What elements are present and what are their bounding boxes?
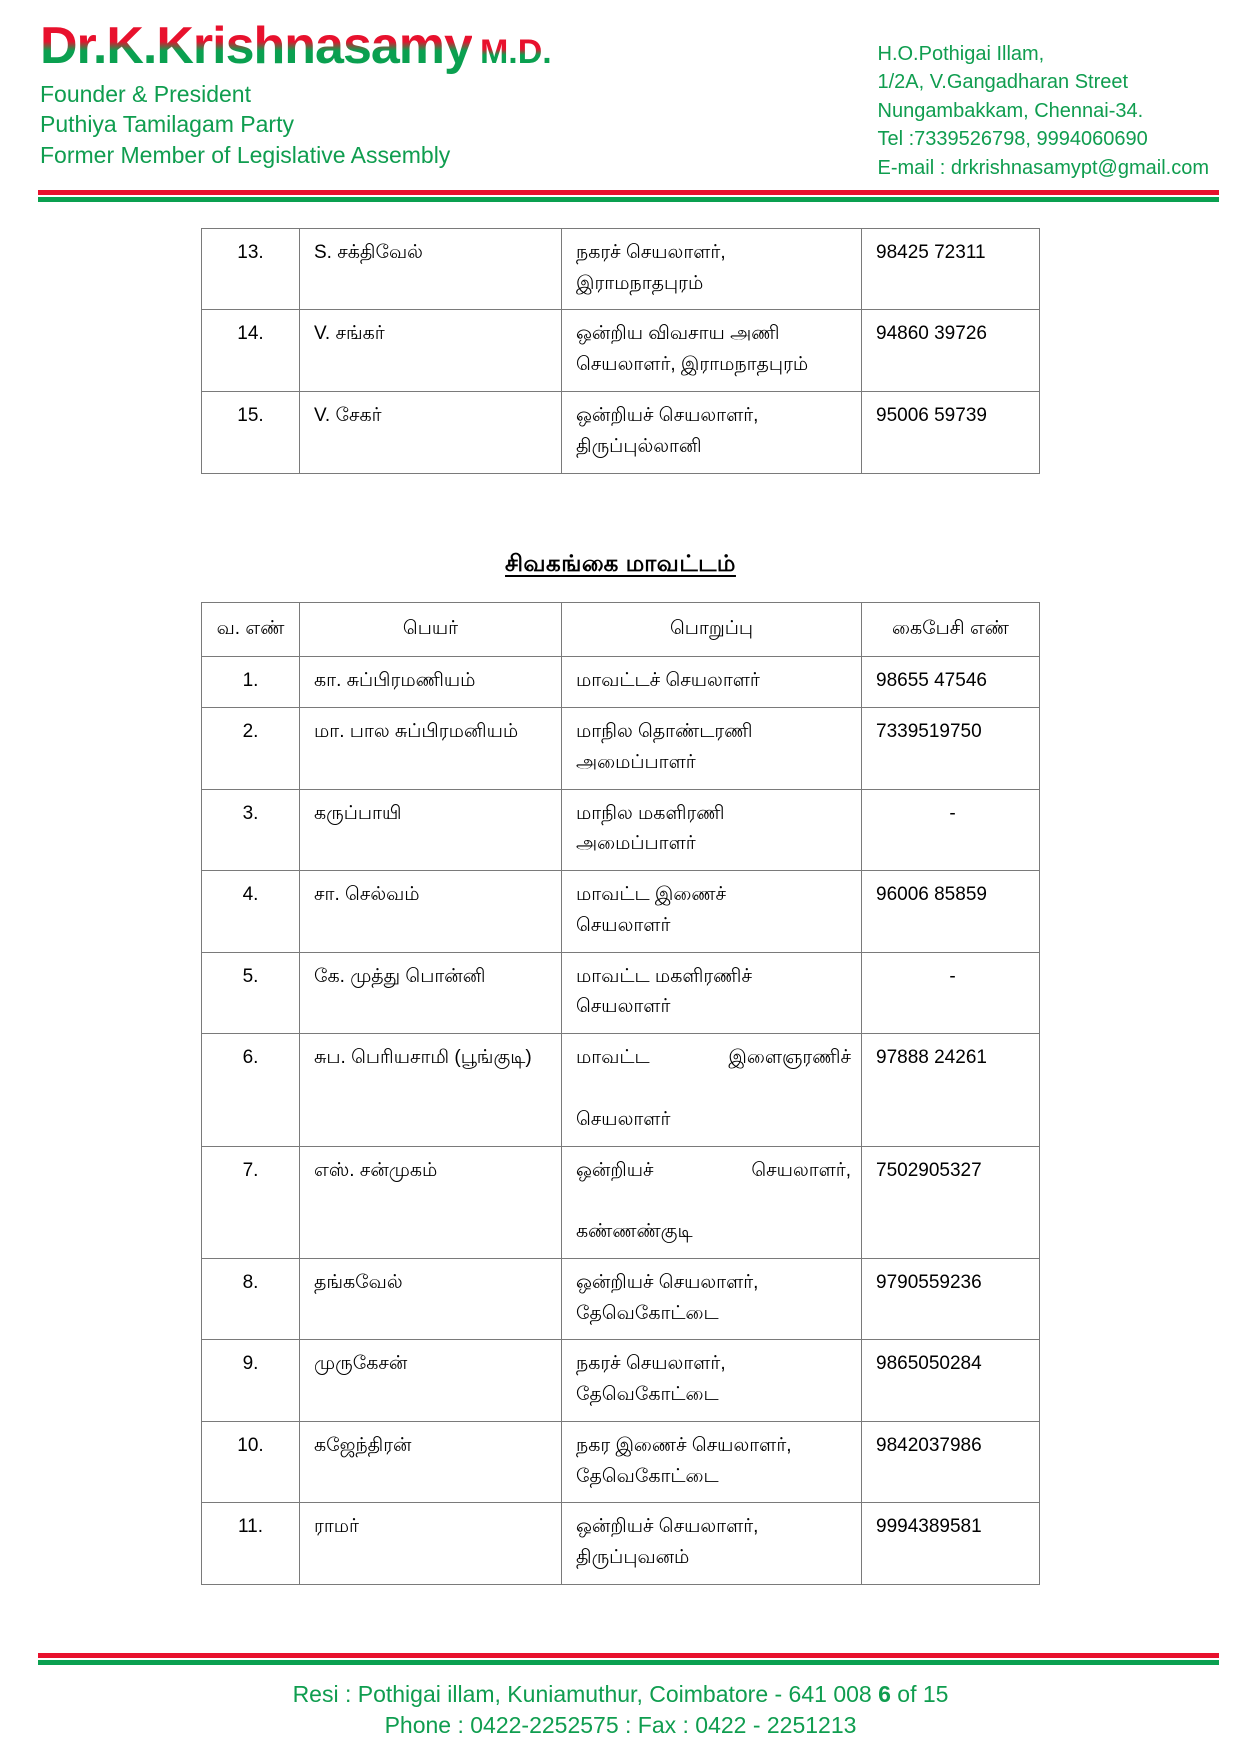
row-role-line-2: அமைப்பாளர் (576, 833, 696, 855)
table-row (202, 1146, 1040, 1258)
doctor-degree-text: M.D. (479, 33, 552, 71)
table-row (202, 1340, 1040, 1422)
continued-officers-table (201, 228, 1040, 474)
row-person-name: கே. முத்து பொன்னி (300, 952, 562, 1034)
row-person-name: சுப. பெரியசாமி (பூங்குடி) (300, 1034, 562, 1146)
header-rule-green (38, 197, 1219, 202)
doctor-name-heading (40, 17, 552, 75)
row-role (562, 657, 862, 708)
footer-text (0, 1665, 1241, 1741)
header-rule-red (38, 190, 1219, 195)
row-person-name: V. சங்கர் (300, 310, 562, 392)
role-line-2: Puthiya Tamilagam Party (40, 111, 294, 138)
row-role-line-1: மாநில தொண்டரணி (576, 721, 753, 743)
row-serial-number: 11. (202, 1503, 300, 1585)
row-role (562, 1034, 862, 1146)
row-phone-number: 94860 39726 (862, 310, 1040, 392)
address-line-3: Nungambakkam, Chennai-34. (877, 99, 1144, 122)
table-row (202, 657, 1040, 708)
role-line-3: Former Member of Legislative Assembly (40, 141, 451, 168)
row-role (562, 310, 862, 392)
footer-phone-line: Phone : 0422-2252575 : Fax : 0422 - 2251213 (384, 1712, 857, 1739)
row-person-name: மா. பால சுப்பிரமனியம் (300, 708, 562, 790)
row-role-line-1: மாவட்ட இணைச் (576, 884, 727, 906)
row-role-line-1: நகரச் செயலாளர், (576, 241, 726, 263)
address-line-2: 1/2A, V.Gangadharan Street (877, 71, 1129, 94)
row-serial-number: 8. (202, 1258, 300, 1340)
page-footer (0, 1653, 1241, 1755)
row-role (562, 392, 862, 474)
role-line-1: Founder & President (40, 81, 251, 108)
footer-rule-red (38, 1653, 1219, 1658)
row-role-line-2: இராமநாதபுரம் (576, 272, 704, 294)
row-role-line-1: நகரச் செயலாளர், (576, 1353, 726, 1375)
document-body (0, 228, 1241, 1585)
district-officers-table (201, 602, 1040, 1585)
row-role (562, 871, 862, 953)
row-person-name: தங்கவேல் (300, 1258, 562, 1340)
row-phone-number: 98655 47546 (862, 657, 1040, 708)
row-role-line-2: அமைப்பாளர் (576, 751, 696, 773)
page-number-current: 6 (878, 1681, 891, 1708)
footer-residence-text: Resi : Pothigai illam, Kuniamuthur, Coimbatore - 641 008 (292, 1681, 879, 1708)
row-role-line-1: மாநில மகளிரணி (576, 802, 725, 824)
row-person-name: சா. செல்வம் (300, 871, 562, 953)
row-role-line-2: திருப்புவனம் (576, 1547, 690, 1569)
row-role (562, 1503, 862, 1585)
row-serial-number: 5. (202, 952, 300, 1034)
district-table-head (202, 602, 1040, 657)
row-person-name: முருகேசன் (300, 1340, 562, 1422)
continued-table-body (202, 228, 1040, 473)
row-role-line-2: செயலாளர், இராமநாதபுரம் (576, 354, 809, 376)
row-phone-number: 97888 24261 (862, 1034, 1040, 1146)
table-row (202, 310, 1040, 392)
row-phone-number: 9865050284 (862, 1340, 1040, 1422)
row-role (562, 228, 862, 310)
row-role-line-2: செயலாளர் (576, 914, 671, 936)
table-row (202, 392, 1040, 474)
address-line-1: H.O.Pothigai Illam, (877, 43, 1045, 65)
table-row (202, 789, 1040, 871)
footer-divider (0, 1653, 1241, 1665)
continued-table-wrap (0, 228, 1241, 474)
row-phone-number: 9994389581 (862, 1503, 1040, 1585)
row-role (562, 952, 862, 1034)
row-person-name: கா. சுப்பிரமணியம் (300, 657, 562, 708)
row-role-line-2: கண்ணண்குடி (576, 1221, 693, 1243)
row-phone-number: 95006 59739 (862, 392, 1040, 474)
row-serial-number: 14. (202, 310, 300, 392)
letterhead-left (40, 18, 552, 170)
row-person-name: கருப்பாயி (300, 789, 562, 871)
row-role (562, 708, 862, 790)
column-header-serial: வ. எண் (202, 602, 300, 657)
email-line: E-mail : drkrishnasamypt@gmail.com (877, 156, 1209, 179)
row-role-line-1: நகர இணைச் செயலாளர், (576, 1434, 792, 1456)
row-role-line-1: மாவட்ட இளைஞரணிச் (576, 1047, 851, 1069)
row-phone-number: - (862, 789, 1040, 871)
row-role-line-2: செயலாளர் (576, 996, 671, 1018)
row-phone-number: 98425 72311 (862, 228, 1040, 310)
page-number-total: of 15 (890, 1681, 949, 1708)
row-serial-number: 13. (202, 228, 300, 310)
row-serial-number: 4. (202, 871, 300, 953)
row-serial-number: 10. (202, 1421, 300, 1503)
row-serial-number: 15. (202, 392, 300, 474)
row-person-name: கஜேந்திரன் (300, 1421, 562, 1503)
table-row (202, 952, 1040, 1034)
row-serial-number: 7. (202, 1146, 300, 1258)
row-role (562, 789, 862, 871)
row-serial-number: 3. (202, 789, 300, 871)
row-serial-number: 9. (202, 1340, 300, 1422)
row-role-line-1: ஒன்றியச் செயலாளர், (576, 1271, 759, 1293)
table-row (202, 1421, 1040, 1503)
district-table-body (202, 657, 1040, 1585)
row-person-name: ராமர் (300, 1503, 562, 1585)
row-phone-number: 7339519750 (862, 708, 1040, 790)
row-role-line-1: ஒன்றியச் செயலாளர், (576, 1516, 759, 1538)
row-person-name: எஸ். சன்முகம் (300, 1146, 562, 1258)
district-heading: சிவகங்கை மாவட்டம் (505, 549, 736, 576)
row-role-line-1: ஒன்றியச் செயலாளர், (576, 1159, 851, 1181)
row-person-name: S. சக்திவேல் (300, 228, 562, 310)
row-phone-number: 7502905327 (862, 1146, 1040, 1258)
row-role-line-2: தேவெகோட்டை (576, 1384, 719, 1406)
row-role-line-2: தேவெகோட்டை (576, 1465, 719, 1487)
row-serial-number: 1. (202, 657, 300, 708)
row-phone-number: - (862, 952, 1040, 1034)
table-row (202, 708, 1040, 790)
column-header-name: பெயர் (300, 602, 562, 657)
row-phone-number: 9842037986 (862, 1421, 1040, 1503)
row-role-line-2: தேவெகோட்டை (576, 1302, 719, 1324)
table-row (202, 1258, 1040, 1340)
row-role-line-1: மாவட்ட மகளிரணிச் (576, 965, 752, 987)
header-divider (0, 190, 1241, 202)
row-role-line-1: ஒன்றியச் செயலாளர், (576, 405, 759, 427)
footer-address-line (0, 1679, 1241, 1710)
row-role-line-2: திருப்புல்லானி (576, 435, 702, 457)
row-role (562, 1421, 862, 1503)
table-row (202, 871, 1040, 953)
table-header-row (202, 602, 1040, 657)
doctor-name-text: Dr.K.Krishnasamy (40, 17, 472, 75)
telephone-line: Tel :7339526798, 9994060690 (877, 128, 1148, 151)
letterhead (0, 0, 1241, 182)
letterhead-address-block (878, 18, 1214, 182)
row-phone-number: 9790559236 (862, 1258, 1040, 1340)
row-phone-number: 96006 85859 (862, 871, 1040, 953)
column-header-role: பொறுப்பு (562, 602, 862, 657)
row-role (562, 1146, 862, 1258)
row-role (562, 1258, 862, 1340)
row-serial-number: 2. (202, 708, 300, 790)
row-role (562, 1340, 862, 1422)
row-role-line-2: செயலாளர் (576, 1108, 671, 1130)
table-row (202, 1503, 1040, 1585)
column-header-phone: கைபேசி எண் (862, 602, 1040, 657)
row-role-line-1: ஒன்றிய விவசாய அணி (576, 323, 780, 345)
table-row (202, 1034, 1040, 1146)
table-row (202, 228, 1040, 310)
row-role-line-1: மாவட்டச் செயலாளர் (576, 670, 760, 692)
row-person-name: V. சேகர் (300, 392, 562, 474)
row-serial-number: 6. (202, 1034, 300, 1146)
